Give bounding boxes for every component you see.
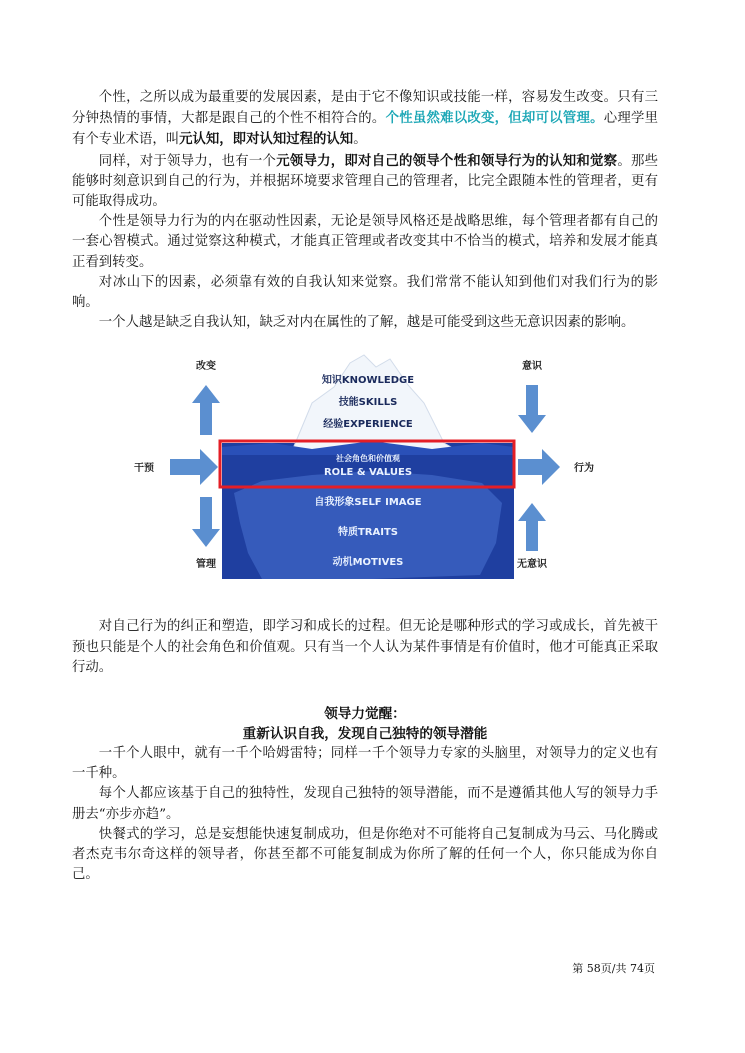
label-manage: 管理 (196, 559, 216, 571)
paragraph-drivers: 个性是领导力行为的内在驱动性因素，无论是领导风格还是战略思维，每个管理者都有自己的一套心智模式。通过觉察这种模式，才能真正管理或者改变其中不恰当的模式，培养和发展才能真正看到转变。 (72, 214, 658, 270)
label-behavior: 行为 (574, 463, 594, 475)
text: 心理学里有个专业术语，叫 (72, 111, 659, 148)
text: 同样，对于领导力，也有一个 (98, 153, 277, 169)
label-role-en: ROLE & VALUES (323, 467, 413, 479)
label-self-image: 自我形象SELF IMAGE (314, 497, 422, 509)
iceberg-diagram (72, 343, 658, 593)
paragraph-uniqueness: 每个人都应该基于自己的独特性，发现自己独特的领导潜能，而不是遵循其他人写的领导力手册去“亦步亦趋”。 (72, 786, 658, 822)
label-role-cn: 社会角色和价值观 (336, 454, 400, 464)
heading-line-1: 领导力觉醒： (324, 706, 406, 723)
label-traits: 特质TRAITS (337, 527, 399, 539)
iceberg-svg (72, 343, 658, 593)
highlight-text: 个性虽然难以改变，但却可以管理。 (385, 110, 604, 127)
arrow-right-icon (170, 449, 218, 485)
label-experience: 经验EXPERIENCE (323, 419, 413, 431)
arrow-down-icon (192, 497, 220, 547)
text: 。那些能够时刻意识到自己的行为，并根据环境要求管理自己的管理者，比完全跟随本性的管理者，更有可能取得成功。 (72, 153, 659, 210)
label-motives: 动机MOTIVES (332, 557, 404, 569)
bold-text: 元领导力，即对自己的领导个性和领导行为的认知和觉察 (276, 152, 618, 169)
label-unconscious: 无意识 (517, 559, 547, 571)
section-heading (72, 704, 658, 744)
paragraph-meta-leadership (72, 151, 658, 213)
document-page (72, 88, 658, 885)
page-number: 第 58页/共 74页 (572, 962, 655, 975)
paragraph-self-awareness: 一个人越是缺乏自我认知，缺乏对内在属性的了解，越是可能受到这些无意识因素的影响。 (98, 315, 635, 331)
label-intervene: 干预 (134, 463, 154, 475)
label-change: 改变 (196, 361, 216, 373)
paragraph-iceberg: 对冰山下的因素，必须靠有效的自我认知来觉察。我们常常不能认知到他们对我们行为的影响。 (72, 274, 658, 311)
label-knowledge: 知识KNOWLEDGE (321, 375, 415, 387)
arrow-up-icon (518, 503, 546, 551)
text: 。 (353, 132, 367, 148)
paragraph-personality (72, 88, 658, 151)
heading-line-2: 重新认识自我，发现自己独特的领导潜能 (242, 726, 488, 743)
bold-text: 元认知，即对认知过程的认知 (179, 131, 354, 148)
label-conscious: 意识 (522, 361, 542, 373)
paragraph-learning: 对自己行为的纠正和塑造，即学习和成长的过程。但无论是哪种形式的学习或成长，首先被干预也只能是个人的社会角色和价值观。只有当一个人认为某件事情是有价值时，他才可能真正采取行动。 (72, 619, 658, 675)
paragraph-hamlet: 一千个人眼中，就有一千个哈姆雷特；同样一千个领导力专家的头脑里，对领导力的定义也有一千种。 (72, 746, 658, 782)
arrow-down-icon (518, 385, 546, 433)
paragraph-fast-learning: 快餐式的学习，总是妄想能快速复制成功，但是你绝对不可能将自己复制成为马云、马化腾或者杰克韦尔奇这样的领导者，你甚至都不可能复制成为你所了解的任何一个人，你只能成为你自己。 (72, 826, 658, 883)
arrow-right-icon (518, 449, 560, 485)
text: 个性，之所以成为最重要的发展因素，是由于它不像知识或技能一样，容易发生改变。只有三分钟热情的事情，大都是跟自己的个性不相符合的。 (72, 90, 658, 127)
arrow-up-icon (192, 385, 220, 435)
label-skills: 技能SKILLS (338, 397, 398, 409)
